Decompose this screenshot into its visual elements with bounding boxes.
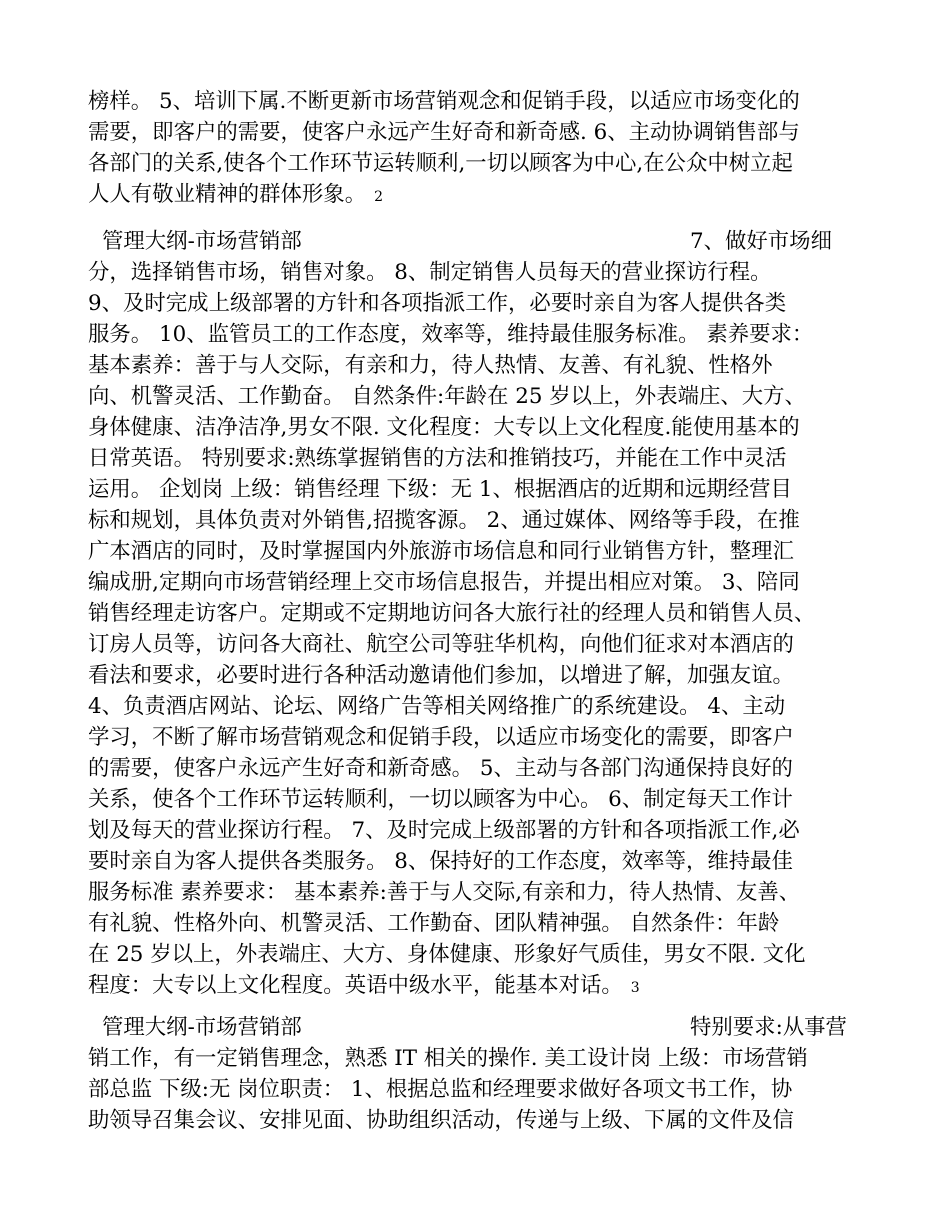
header-title: 管理大纲-市场营销部: [102, 229, 302, 254]
text-line: 各部门的关系,使各个工作环节运转顺利,一切以顾客为中心,在公众中树立起: [88, 151, 793, 176]
text-line: 销售经理走访客户。定期或不定期地访问各大旅行社的经理人员和销售人员、: [88, 601, 816, 626]
page-3: [88, 1012, 862, 1136]
text-line: 的需要，使客户永远产生好奇和新奇感。 5、主动与各部门沟通保持良好的: [88, 756, 793, 781]
text-line: 榜样。 5、培训下属.不断更新市场营销观念和促销手段，以适应市场变化的: [88, 89, 800, 114]
text-line: 编成册,定期向市场营销经理上交市场信息报告，并提出相应对策。 3、陪同: [88, 570, 800, 595]
text-line: 运用。 企划岗 上级：销售经理 下级：无 1、根据酒店的近期和远期经营目: [88, 477, 792, 502]
text-line: 程度：大专以上文化程度。英语中级水平，能基本对话。: [88, 973, 623, 998]
text-line: 划及每天的营业探访行程。 7、及时完成上级部署的方针和各项指派工作,必: [88, 818, 800, 843]
text-line: 基本素养：善于与人交际，有亲和力，待人热情、友善、有礼貌、性格外: [88, 353, 773, 378]
text-line: 部总监 下级:无 岗位职责： 1、根据总监和经理要求做好各项文书工作，协: [88, 1077, 793, 1102]
page-header: [88, 1012, 862, 1043]
page-1-tail: [88, 86, 862, 210]
header-continuation: 7、做好市场细: [690, 229, 832, 254]
text-line: 9、及时完成上级部署的方针和各项指派工作，必要时亲自为客人提供各类: [88, 291, 787, 316]
page-2: [88, 226, 862, 1001]
page-number: 2: [374, 189, 384, 205]
text-line-with-page-number: [88, 179, 862, 210]
text-line: 要时亲自为客人提供各类服务。 8、保持好的工作态度，效率等，维持最佳: [88, 849, 793, 874]
page-header: [88, 226, 862, 257]
page-number: 3: [630, 980, 640, 996]
text-line-with-page-number: [88, 970, 862, 1001]
text-line: 有礼貌、性格外向、机警灵活、工作勤奋、团队精神强。 自然条件：年龄: [88, 911, 780, 936]
text-line: 销工作，有一定销售理念，熟悉 IT 相关的操作. 美工设计岗 上级：市场营销: [88, 1046, 808, 1071]
text-line: 标和规划，具体负责对外销售,招揽客源。 2、通过媒体、网络等手段，在推: [88, 508, 800, 533]
text-line: 分，选择销售市场，销售对象。 8、制定销售人员每天的营业探访行程。: [88, 260, 772, 285]
header-continuation: 特别要求:从事营: [690, 1015, 847, 1040]
text-line: 服务标准 素养要求： 基本素养:善于与人交际,有亲和力，待人热情、友善、: [88, 880, 801, 905]
text-line: 学习，不断了解市场营销观念和促销手段，以适应市场变化的需要，即客户: [88, 725, 794, 750]
text-line: 需要，即客户的需要，使客户永远产生好奇和新奇感. 6、主动协调销售部与: [88, 120, 800, 145]
text-line: 人人有敬业精神的群体形象。: [88, 182, 367, 207]
text-line: 服务。 10、监管员工的工作态度，效率等，维持最佳服务标准。 素养要求：: [88, 322, 814, 347]
text-line: 关系，使各个工作环节运转顺利，一切以顾客为中心。 6、制定每天工作计: [88, 787, 793, 812]
text-line: 看法和要求，必要时进行各种活动邀请他们参加，以增进了解，加强友谊。: [88, 663, 794, 688]
text-line: 4、负责酒店网站、论坛、网络广告等相关网络推广的系统建设。 4、主动: [88, 694, 786, 719]
header-title: 管理大纲-市场营销部: [102, 1015, 302, 1040]
text-line: 助领导召集会议、安排见面、协助组织活动，传递与上级、下属的文件及信: [88, 1108, 794, 1133]
text-line: 广本酒店的同时，及时掌握国内外旅游市场信息和同行业销售方针，整理汇: [88, 539, 794, 564]
text-line: 向、机警灵活、工作勤奋。 自然条件:年龄在 25 岁以上，外表端庄、大方、: [88, 384, 806, 409]
text-line: 订房人员等，访问各大商社、航空公司等驻华机构，向他们征求对本酒店的: [88, 632, 794, 657]
text-line: 身体健康、洁净洁净,男女不限. 文化程度：大专以上文化程度.能使用基本的: [88, 415, 800, 440]
text-line: 日常英语。 特别要求:熟练掌握销售的方法和推销技巧，并能在工作中灵活: [88, 446, 787, 471]
text-line: 在 25 岁以上，外表端庄、大方、身体健康、形象好气质佳，男女不限. 文化: [88, 942, 806, 967]
